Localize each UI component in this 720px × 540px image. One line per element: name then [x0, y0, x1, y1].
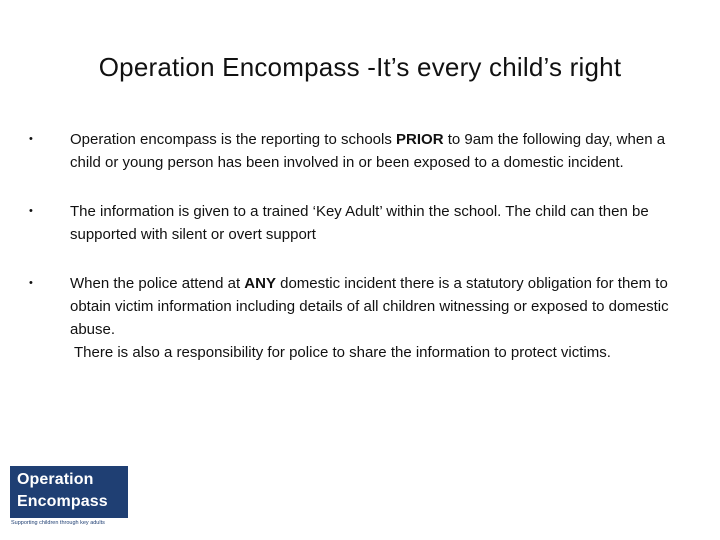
- logo-line-2: Encompass: [17, 493, 108, 510]
- bullet-marker: •: [29, 133, 33, 145]
- bullet-item-key-adult: [24, 200, 694, 246]
- bullet-emphasis: ANY: [244, 275, 276, 292]
- logo-tagline: Supporting children through key adults: [11, 520, 105, 526]
- bullet-text: The information is given to a trained ‘Key Adult’ within the school. The child can then be supported with silent or overt support: [70, 203, 649, 243]
- bullet-item-reporting: [24, 128, 694, 174]
- bullet-text: When the police attend at: [70, 275, 245, 292]
- bullet-item-police: [24, 272, 694, 364]
- bullet-text: Operation encompass is the reporting to schools: [70, 131, 397, 148]
- logo-line-1: Operation: [17, 471, 94, 488]
- bullet-marker: •: [29, 277, 33, 289]
- bullet-text: domestic incident there is a statutory obligation for them to obtain victim information including details of all children witnessing or exposed to domestic abuse.: [70, 275, 669, 338]
- bullet-continuation: There is also a responsibility for police to share the information to protect victims.: [74, 344, 611, 361]
- bullet-marker: •: [29, 205, 33, 217]
- bullet-text: to 9am the following day, when a child or young person has been involved in or been exposed to a domestic incident.: [70, 131, 666, 171]
- slide-title: Operation Encompass -It’s every child’s right: [98, 52, 622, 82]
- bullet-list: [24, 128, 694, 364]
- logo-box: [10, 466, 128, 518]
- bullet-emphasis: PRIOR: [396, 131, 444, 148]
- operation-encompass-logo: [10, 466, 128, 526]
